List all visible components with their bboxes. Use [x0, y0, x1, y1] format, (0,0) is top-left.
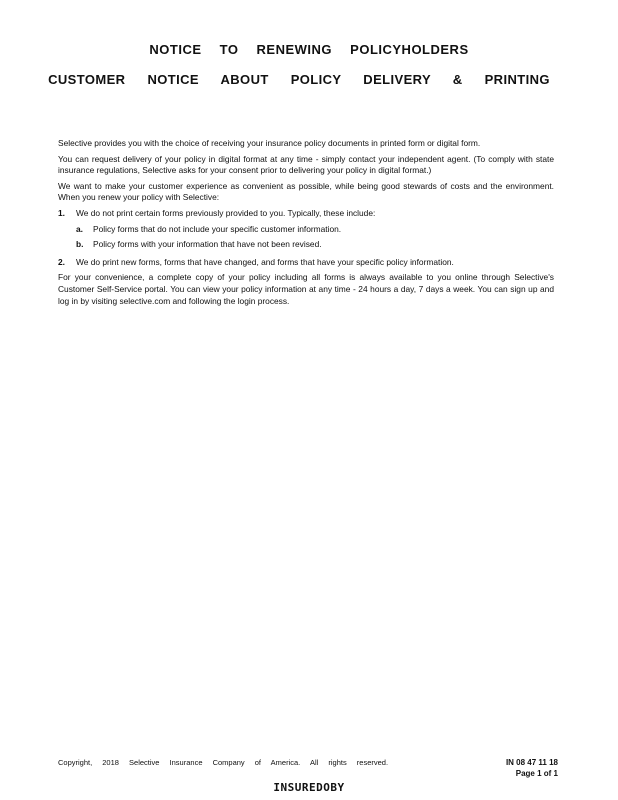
- list-item: [58, 257, 554, 269]
- list-item: [58, 208, 554, 220]
- list-number: 2.: [58, 256, 65, 267]
- form-code: IN 08 47 11 18: [505, 758, 558, 767]
- sub-list-letter: a.: [76, 223, 83, 234]
- list-number: 1.: [58, 207, 65, 218]
- renewal-list: [58, 208, 554, 268]
- paragraph-choice: Selective provides you with the choice of receiving your insurance policy documents in printed form or digital form.: [58, 138, 481, 148]
- notice-title: NOTICE TO RENEWING POLICYHOLDERS: [149, 42, 469, 57]
- sub-list-letter: b.: [76, 239, 84, 250]
- paragraph-convenience: For your convenience, a complete copy of your policy including all forms is always available to you online through Selective's Customer Self-Service portal. You can view your policy information at any time - 24 hours a day, 7 days a week. You can sign up and log in by visiting selective.com and following the login process.: [58, 272, 554, 306]
- sub-list: [76, 224, 554, 251]
- sub-list-item: [76, 239, 554, 251]
- notice-body: [58, 138, 554, 311]
- sub-list-text: Policy forms with your information that have not been revised.: [93, 239, 322, 250]
- paragraph-renewal: We want to make your customer experience as convenient as possible, while being good stewards of costs and the environment. When you renew your policy with Selective:: [58, 180, 554, 203]
- form-info: [488, 757, 558, 779]
- notice-subtitle: CUSTOMER NOTICE ABOUT POLICY DELIVERY & PRINTING: [48, 72, 550, 87]
- page-number: Page 1 of 1: [515, 769, 558, 778]
- list-text: We do not print certain forms previously provided to you. Typically, these include:: [76, 207, 376, 218]
- sub-list-text: Policy forms that do not include your specific customer information.: [93, 223, 342, 234]
- list-text: We do print new forms, forms that have changed, and forms that have your specific policy information.: [76, 256, 454, 267]
- sub-list-item: [76, 224, 554, 236]
- paragraph-request-digital: You can request delivery of your policy in digital format at any time - simply contact your independent agent. (To comply with state insurance regulations, Selective asks for your consent prior to delivering your policy in digital format.): [58, 153, 554, 176]
- brand-watermark: INSUREDOBY: [273, 781, 345, 794]
- copyright-text: Copyright, 2018 Selective Insurance Company of America. All rights reserved.: [58, 758, 389, 767]
